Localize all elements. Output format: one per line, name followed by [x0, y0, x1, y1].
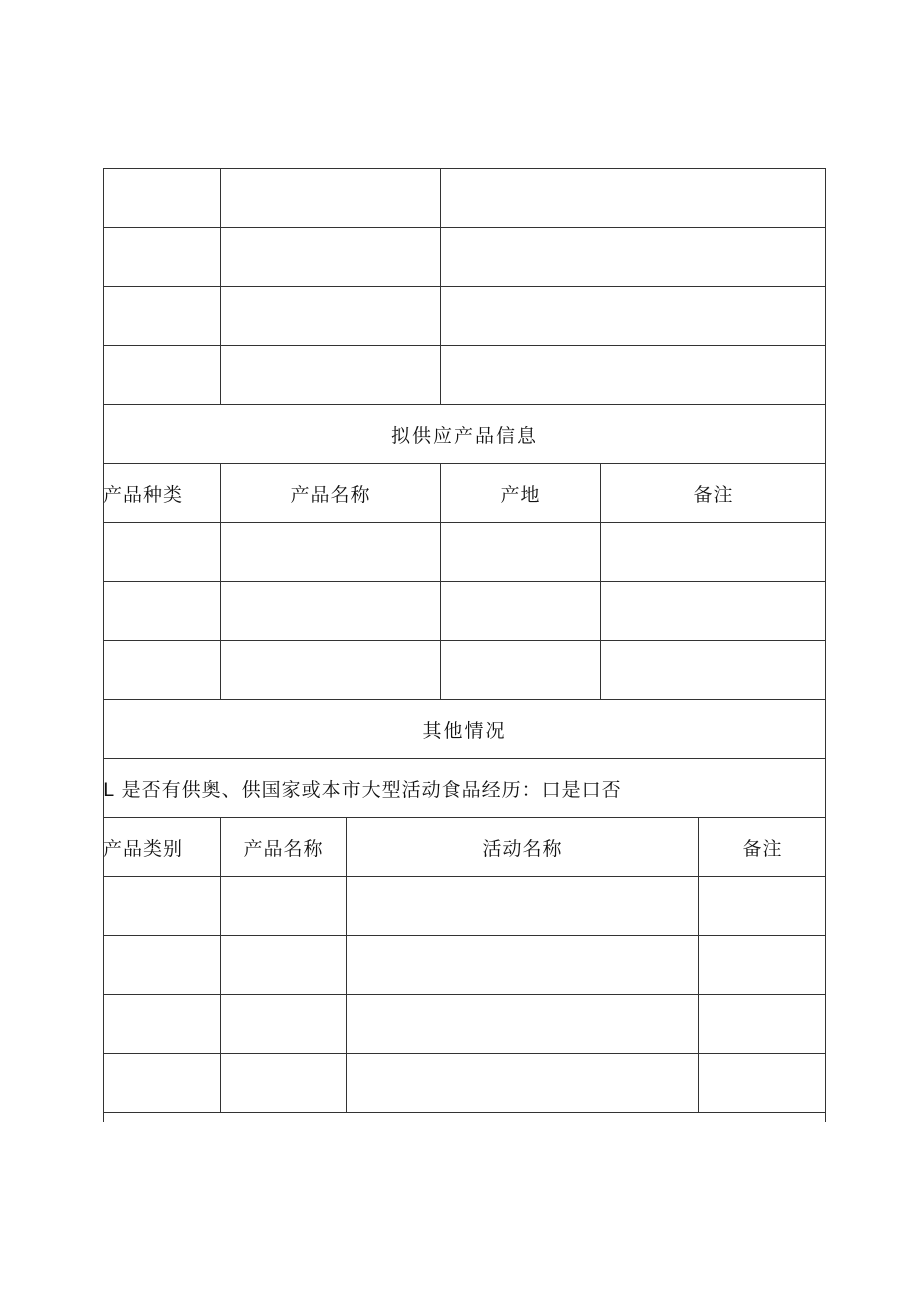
blank-cell[interactable] — [103, 995, 220, 1053]
blank-cell[interactable] — [220, 936, 346, 994]
table-row — [103, 640, 826, 699]
section-title-other: 其他情况 — [422, 719, 507, 742]
blank-cell[interactable] — [600, 641, 826, 699]
blank-cell[interactable] — [346, 1054, 698, 1112]
table-header-row — [103, 817, 826, 876]
table-row — [103, 227, 826, 286]
blank-cell[interactable] — [698, 936, 826, 994]
blank-cell[interactable] — [440, 641, 600, 699]
table-row — [103, 1053, 826, 1113]
olympic-experience-question[interactable]: L 是否有供奥、供国家或本市大型活动食品经历：口是口否 — [103, 778, 622, 801]
table-row — [103, 994, 826, 1053]
table-row — [103, 286, 826, 345]
question-row — [103, 758, 826, 817]
section-title-product-info: 拟供应产品信息 — [390, 424, 538, 447]
table-row — [103, 581, 826, 640]
table-row — [103, 935, 826, 994]
table-row — [103, 876, 826, 935]
header-product-name: 产品名称 — [220, 464, 440, 522]
blank-cell[interactable] — [220, 346, 440, 404]
blank-cell[interactable] — [440, 228, 826, 286]
blank-cell[interactable] — [220, 228, 440, 286]
section-title-row — [103, 699, 826, 758]
blank-cell[interactable] — [220, 582, 440, 640]
blank-cell[interactable] — [220, 1054, 346, 1112]
blank-cell[interactable] — [346, 995, 698, 1053]
blank-cell[interactable] — [440, 582, 600, 640]
blank-cell[interactable] — [220, 523, 440, 581]
blank-cell[interactable] — [346, 877, 698, 935]
blank-cell[interactable] — [220, 641, 440, 699]
header-origin: 产地 — [440, 464, 600, 522]
table-header-row — [103, 463, 826, 522]
header-activity-name: 活动名称 — [346, 818, 698, 876]
blank-cell[interactable] — [440, 346, 826, 404]
table-row — [103, 168, 826, 227]
blank-cell[interactable] — [103, 641, 220, 699]
blank-cell[interactable] — [103, 169, 220, 227]
blank-cell[interactable] — [600, 523, 826, 581]
blank-cell[interactable] — [220, 169, 440, 227]
blank-cell[interactable] — [698, 995, 826, 1053]
blank-cell[interactable] — [698, 1054, 826, 1112]
blank-cell[interactable] — [440, 169, 826, 227]
blank-cell[interactable] — [103, 877, 220, 935]
header-remarks: 备注 — [600, 464, 826, 522]
blank-cell[interactable] — [600, 582, 826, 640]
header-remarks: 备注 — [698, 818, 826, 876]
blank-cell[interactable] — [103, 523, 220, 581]
blank-cell[interactable] — [440, 287, 826, 345]
table-row — [103, 522, 826, 581]
blank-cell[interactable] — [698, 877, 826, 935]
application-form-table — [103, 168, 826, 1113]
blank-cell[interactable] — [103, 936, 220, 994]
blank-cell[interactable] — [103, 1054, 220, 1112]
blank-cell[interactable] — [220, 995, 346, 1053]
table-row — [103, 345, 826, 404]
header-product-category: 产品类别 — [103, 837, 184, 860]
blank-cell[interactable] — [103, 582, 220, 640]
blank-cell[interactable] — [220, 287, 440, 345]
blank-cell[interactable] — [103, 228, 220, 286]
blank-cell[interactable] — [346, 936, 698, 994]
blank-cell[interactable] — [440, 523, 600, 581]
header-product-name: 产品名称 — [220, 818, 346, 876]
header-product-type: 产品种类 — [103, 483, 184, 506]
blank-cell[interactable] — [220, 877, 346, 935]
section-title-row — [103, 404, 826, 463]
blank-cell[interactable] — [103, 346, 220, 404]
blank-cell[interactable] — [103, 287, 220, 345]
